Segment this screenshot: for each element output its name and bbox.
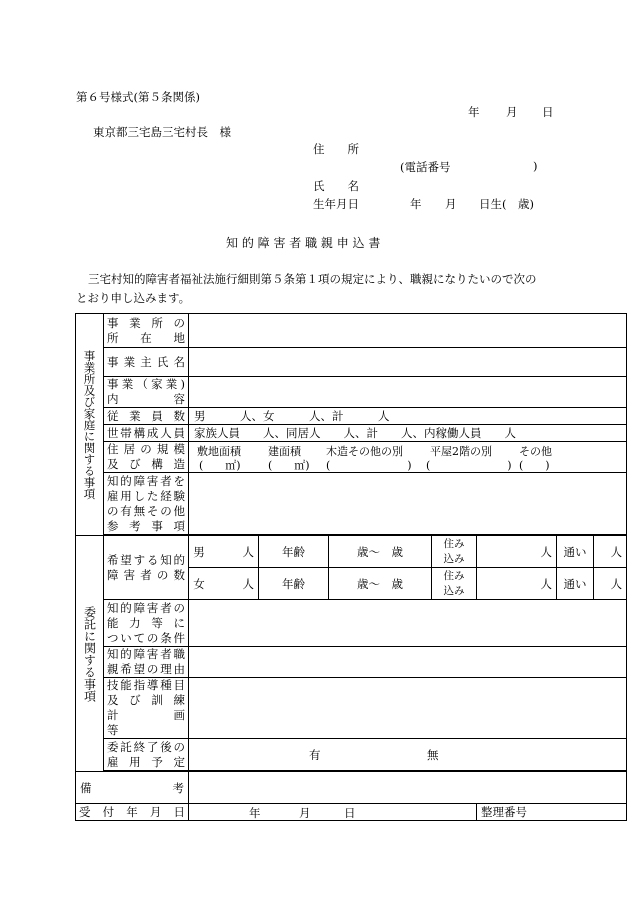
housing-site-area: 敷地面積 <box>197 445 241 458</box>
receipt-year: 年 <box>249 806 261 820</box>
receipt-day: 日 <box>344 806 356 820</box>
age-male-label: 年齢 <box>259 536 329 568</box>
household-field[interactable]: 家族人員 人、同居人 人、計 人、内稼働人員 人 <box>189 425 627 442</box>
intro-line-2: とおり申し込みます。 <box>76 291 191 305</box>
after-no: 無 <box>427 748 439 762</box>
reason-label: 知的障害者職 親希望の理由 <box>104 647 189 678</box>
owner-field[interactable] <box>189 348 627 377</box>
address-label: 住 所 <box>313 142 359 156</box>
live-in-female-label: 住み 込み <box>432 568 477 600</box>
experience-field[interactable] <box>189 473 627 535</box>
office-location-label: 事 業 所 の 所 在 地 <box>104 314 189 348</box>
housing-structure: 木造その他の別 <box>326 445 403 458</box>
commute-male-count[interactable]: 人 <box>594 536 627 568</box>
receipt-date-field[interactable] <box>189 804 477 821</box>
name-label: 氏 名 <box>313 179 359 193</box>
housing-building-area: 建面積 <box>268 445 301 458</box>
reference-number-field[interactable] <box>477 804 627 821</box>
office-location-field[interactable] <box>189 314 627 348</box>
business-field[interactable] <box>189 377 627 408</box>
employees-field[interactable]: 男 人、女 人、計 人 <box>189 408 627 425</box>
age-female-range[interactable]: 歳～ 歳 <box>329 568 432 600</box>
housing-other: その他 <box>519 445 552 458</box>
commute-male-label: 通い <box>557 536 594 568</box>
business-label: 事業（家業) 内 容 <box>104 377 189 408</box>
date-day: 日 <box>542 105 554 119</box>
employees-label: 従 業 員 数 <box>104 408 189 425</box>
ability-field[interactable] <box>189 600 627 647</box>
reference-number-label: 整理番号 <box>481 805 527 819</box>
receipt-month: 月 <box>299 806 311 820</box>
live-in-male-count[interactable]: 人 <box>477 536 557 568</box>
intro-line-1: 三宅村知的障害者福祉法施行細則第５条第１項の規定により、職親になりたいので次の <box>88 272 537 286</box>
ability-label: 知的障害者の 能 力 等 に ついての条件 <box>104 600 189 647</box>
age-male-range[interactable]: 歳～ 歳 <box>329 536 432 568</box>
experience-label: 知的障害者を 雇用した経験 の有無その他 参 考 事 項 <box>104 473 189 535</box>
housing-floors-unit: ( ) <box>426 459 512 472</box>
application-table <box>75 313 627 821</box>
commute-female-label: 通い <box>557 568 594 600</box>
after-label: 委託終了後の 雇 用 予 定 <box>104 739 189 771</box>
reason-field[interactable] <box>189 647 627 678</box>
commute-female-count[interactable]: 人 <box>594 568 627 600</box>
housing-site-unit: ( ㎡) <box>199 459 241 472</box>
age-female-label: 年齢 <box>259 568 329 600</box>
live-in-female-count[interactable]: 人 <box>477 568 557 600</box>
live-in-male-label: 住み 込み <box>432 536 477 568</box>
housing-building-unit: ( ㎡) <box>268 459 310 472</box>
housing-field[interactable] <box>189 442 627 473</box>
addressee: 東京都三宅島三宅村長 様 <box>93 125 231 139</box>
date-year: 年 <box>468 105 480 119</box>
receipt-label: 受付年月日 <box>76 804 189 821</box>
birth-label: 生年月日 <box>313 197 359 211</box>
household-label: 世帯構成人員 <box>104 425 189 442</box>
page-title: 知 的 障 害 者 職 親 申 込 書 <box>226 236 381 250</box>
date-month: 月 <box>506 105 518 119</box>
training-label: 技能指導種目 及 び 訓 練 計 画 等 <box>104 678 189 739</box>
phone-label: (電話番号 <box>400 160 451 174</box>
housing-other-unit: ( ) <box>519 459 550 472</box>
section2-label: 委託に関する事項 <box>76 536 104 772</box>
sex-female: 女 人 <box>189 568 259 600</box>
housing-floors: 平屋2階の別 <box>430 445 492 458</box>
phone-close: ) <box>533 159 538 173</box>
training-field[interactable] <box>189 678 627 739</box>
section1-label: 事業所及び家庭に関する事項 <box>76 314 104 536</box>
birth-year: 年 <box>410 197 422 211</box>
housing-structure-unit: ( ) <box>326 459 412 472</box>
form-number: 第６号様式(第５条関係) <box>76 90 200 104</box>
remarks-label: 備 考 <box>76 772 189 804</box>
remarks-field[interactable] <box>189 772 627 804</box>
after-yes: 有 <box>309 748 321 762</box>
owner-label: 事業主氏名 <box>104 348 189 377</box>
birth-month: 月 <box>445 197 457 211</box>
after-field[interactable] <box>189 739 627 771</box>
birth-day: 日生( 歳) <box>479 197 534 211</box>
sex-male: 男 人 <box>189 536 259 568</box>
housing-label: 住 居 の 規 模 及 び 構 造 <box>104 442 189 473</box>
desired-count-label: 希望する知的 障害者の数 <box>104 536 189 600</box>
